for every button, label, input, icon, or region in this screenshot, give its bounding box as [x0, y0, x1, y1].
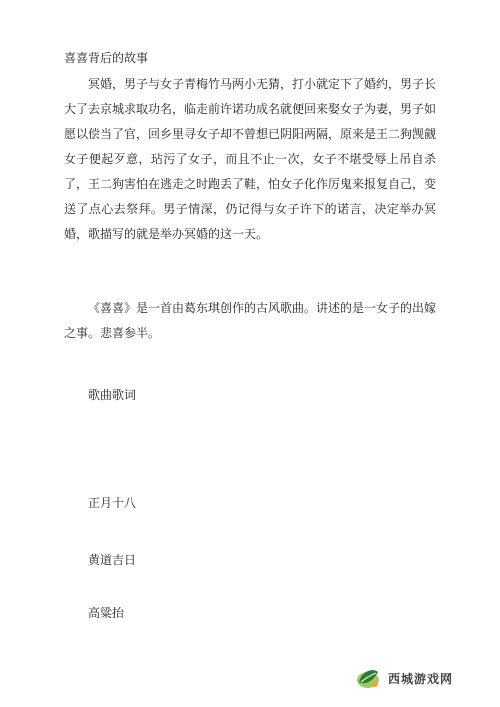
story-paragraph: 冥婚，男子与女子青梅竹马两小无猜，打小就定下了婚约，男子长大了去京城求取功名，临走前许诺功成名就便回来娶女子为妻，男子如愿以偿当了官，回乡里寻女子却不曾想已阴阳两隔，原来是王二狗觊觎女子便起歹意，玷污了女子，而且不止一次，女子不堪受辱上吊自杀了，王二狗害怕在逃走之时跑丢了鞋，怕女子化作厉鬼来报复自己，变送了点心去祭拜。男子情深，仍记得与女子许下的诺言，决定举办冥婚，歌描写的就是举办冥婚的这一天。: [64, 77, 437, 241]
green-leaf-logo-icon: [354, 664, 382, 692]
lyric-line: 正月十八: [88, 496, 137, 510]
watermark-text: 西城游戏网: [388, 671, 454, 686]
document-title: 喜喜背后的故事: [64, 51, 149, 65]
lyrics-heading: 歌曲歌词: [88, 388, 137, 402]
site-watermark: [354, 663, 474, 693]
lyric-line: 黄道吉日: [88, 553, 137, 567]
song-intro-paragraph: 《喜喜》是一首由葛东琪创作的古风歌曲。讲述的是一女子的出嫁之事。悲喜参半。: [64, 301, 437, 340]
lyric-line: 高粱抬: [88, 606, 125, 620]
